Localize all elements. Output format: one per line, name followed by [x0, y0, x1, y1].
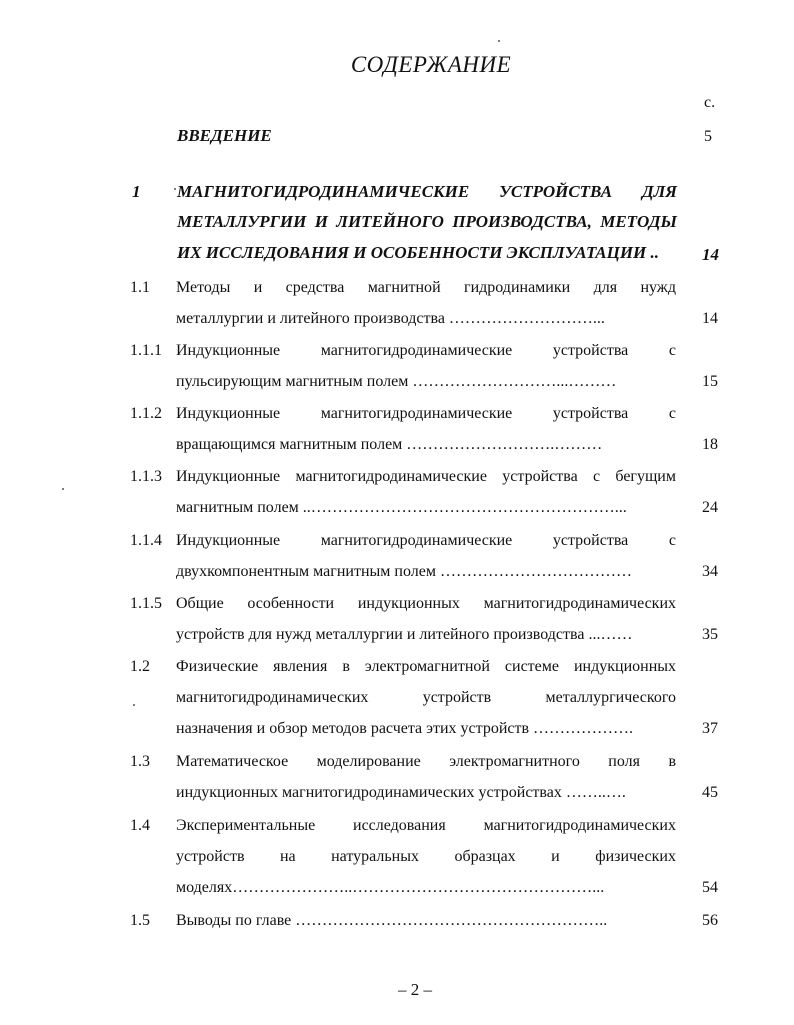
intro-page: 5: [704, 128, 712, 145]
entry-line: Физические явления в электромагнитной системе индукционных: [176, 658, 676, 675]
entry-line: Общие особенности индукционных магнитогидродинамических: [176, 595, 676, 612]
entry-number: 1.3: [130, 753, 150, 770]
chapter-number: 1: [132, 182, 141, 201]
entry-number: 1.1.4: [130, 532, 162, 549]
entry-page: 37: [702, 720, 718, 737]
entry-line: пульсирующим магнитным полем ………………………...………: [176, 373, 617, 390]
entry-page: 24: [702, 499, 718, 516]
entry-line: индукционных магнитогидродинамических устройствах ……..….: [176, 784, 626, 801]
entry-page: 18: [702, 436, 718, 453]
entry-number: 1.1.1: [130, 342, 162, 359]
page-column-label: с.: [704, 94, 716, 111]
entry-number: 1.5: [130, 912, 150, 929]
chapter-page: 14: [702, 245, 719, 264]
intro-title: ВВЕДЕНИЕ: [177, 126, 272, 145]
entry-line: назначения и обзор методов расчета этих устройств ……………….: [176, 720, 634, 737]
entry-number: 1.1: [130, 279, 150, 296]
entry-line: Математическое моделирование электромагнитного поля в: [176, 753, 676, 770]
entry-line: магнитным полем ..…………………………………………………...: [176, 499, 627, 516]
entry-number: 1.1.2: [130, 405, 162, 422]
entry-page: 34: [702, 563, 718, 580]
scan-speck: [498, 40, 500, 42]
entry-line: магнитогидродинамических устройств металлургического: [176, 689, 676, 706]
entry-line: металлургии и литейного производства ………………………...: [176, 310, 605, 327]
entry-number: 1.4: [130, 817, 150, 834]
entry-page: 45: [702, 784, 718, 801]
entry-page: 14: [702, 310, 718, 327]
entry-line: моделях…………………..………………………………………...: [176, 879, 605, 896]
entry-line: Индукционные магнитогидродинамические устройства с: [176, 342, 676, 359]
entry-page: 54: [702, 879, 718, 896]
entry-page: 35: [702, 626, 718, 643]
entry-line: устройств на натуральных образцах и физических: [176, 848, 676, 865]
entry-number: 1.2: [130, 658, 150, 675]
chapter-title-line: ИХ ИССЛЕДОВАНИЯ И ОСОБЕННОСТИ ЭКСПЛУАТАЦИИ ..: [177, 243, 660, 262]
scan-speck: [174, 188, 176, 190]
entry-line: Индукционные магнитогидродинамические устройства с: [176, 405, 676, 422]
page-number-footer: – 2 –: [398, 980, 432, 999]
entry-page: 15: [702, 373, 718, 390]
entry-line: Экспериментальные исследования магнитогидродинамических: [176, 817, 676, 834]
chapter-title-line: МЕТАЛЛУРГИИ И ЛИТЕЙНОГО ПРОИЗВОДСТВА, МЕТОДЫ: [177, 212, 677, 231]
chapter-title-line: МАГНИТОГИДРОДИНАМИЧЕСКИЕ УСТРОЙСТВА ДЛЯ: [177, 182, 677, 201]
entry-line: Индукционные магнитогидродинамические устройства с: [176, 532, 676, 549]
entry-line: вращающимся магнитным полем ……………………….………: [176, 436, 603, 453]
entry-line: Индукционные магнитогидродинамические устройства с бегущим: [176, 468, 676, 485]
entry-line: устройств для нужд металлургии и литейного производства ...……: [176, 626, 633, 643]
entry-number: 1.1.3: [130, 468, 162, 485]
entry-line: Выводы по главе …………………………………………………..: [176, 912, 608, 929]
entry-page: 56: [702, 912, 718, 929]
page-title: СОДЕРЖАНИЕ: [350, 52, 512, 77]
entry-number: 1.1.5: [130, 595, 162, 612]
scan-speck: [133, 704, 135, 706]
entry-line: двухкомпонентным магнитным полем ………………………………: [176, 563, 632, 580]
scan-speck: [62, 488, 64, 490]
entry-line: Методы и средства магнитной гидродинамики для нужд: [176, 279, 676, 296]
